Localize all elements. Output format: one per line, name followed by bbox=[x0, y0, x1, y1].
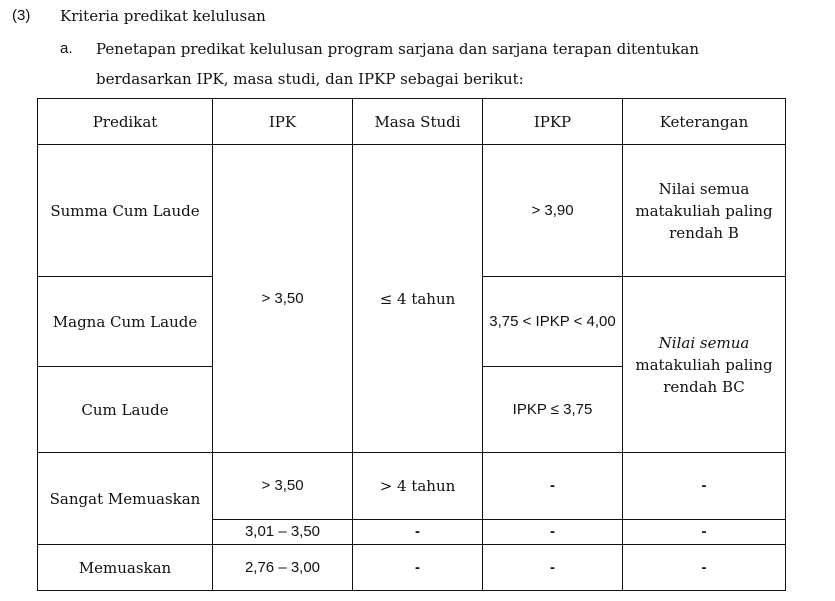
subsection-letter: a. bbox=[60, 40, 73, 57]
header-keterangan: Keterangan bbox=[623, 99, 786, 145]
cell-summa-keterangan: Nilai semua matakuliah paling rendah B bbox=[623, 145, 786, 277]
cell-ipk-merged: > 3,50 bbox=[213, 145, 353, 453]
section-title: Kriteria predikat kelulusan bbox=[60, 7, 266, 25]
table-header-row bbox=[38, 99, 786, 145]
cell-masa-studi-merged: ≤ 4 tahun bbox=[353, 145, 483, 453]
subsection-text-1: Penetapan predikat kelulusan program sarjana dan sarjana terapan ditentukan bbox=[96, 40, 699, 58]
header-masa-studi: Masa Studi bbox=[353, 99, 483, 145]
table-row-sangat-a bbox=[38, 453, 786, 520]
header-ipkp: IPKP bbox=[483, 99, 623, 145]
cell-memuaskan-ipkp: - bbox=[483, 545, 623, 591]
table-row-summa bbox=[38, 145, 786, 277]
cell-memuaskan-predikat: Memuaskan bbox=[38, 545, 213, 591]
subsection-text-2: berdasarkan IPK, masa studi, dan IPKP sebagai berikut: bbox=[96, 70, 524, 88]
predikat-table bbox=[37, 98, 786, 591]
cell-sangat-masa-a: > 4 tahun bbox=[353, 453, 483, 520]
cell-cum-predikat: Cum Laude bbox=[38, 367, 213, 453]
cell-cum-ipkp: IPKP ≤ 3,75 bbox=[483, 367, 623, 453]
table-row-memuaskan bbox=[38, 545, 786, 591]
cell-sangat-ipk-a: > 3,50 bbox=[213, 453, 353, 520]
cell-sangat-ipkp-a: - bbox=[483, 453, 623, 520]
cell-sangat-predikat: Sangat Memuaskan bbox=[38, 453, 213, 545]
cell-sangat-keterangan-a: - bbox=[623, 453, 786, 520]
cell-memuaskan-masa: - bbox=[353, 545, 483, 591]
cell-magna-predikat: Magna Cum Laude bbox=[38, 277, 213, 367]
keterangan-merged-first: Nilai semua bbox=[658, 333, 750, 352]
cell-sangat-ipkp-b: - bbox=[483, 520, 623, 545]
cell-magna-ipkp: 3,75 < IPKP < 4,00 bbox=[483, 277, 623, 367]
keterangan-merged-rest: matakuliah paling rendah BC bbox=[635, 355, 773, 396]
cell-summa-ipkp: > 3,90 bbox=[483, 145, 623, 277]
header-predikat: Predikat bbox=[38, 99, 213, 145]
cell-sangat-ipk-b: 3,01 – 3,50 bbox=[213, 520, 353, 545]
cell-sangat-masa-b: - bbox=[353, 520, 483, 545]
cell-summa-predikat: Summa Cum Laude bbox=[38, 145, 213, 277]
header-ipk: IPK bbox=[213, 99, 353, 145]
cell-sangat-keterangan-b: - bbox=[623, 520, 786, 545]
cell-keterangan-merged bbox=[623, 277, 786, 453]
cell-memuaskan-ipk: 2,76 – 3,00 bbox=[213, 545, 353, 591]
section-number: (3) bbox=[12, 7, 31, 24]
cell-memuaskan-keterangan: - bbox=[623, 545, 786, 591]
